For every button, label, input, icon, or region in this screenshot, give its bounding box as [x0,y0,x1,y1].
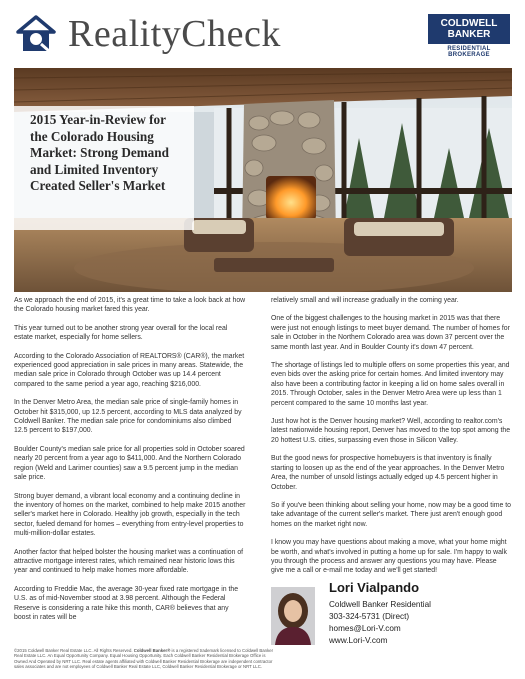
agent-company: Coldwell Banker Residential [329,600,431,609]
footer-text: is a registered trademark licensed to Coldwell Banker Real Estate LLC. An Equal Opportunity Company. Equal Housing Opportunity. Each Coldwell Banker Residential Brokerage Office is Owned And Operated by NRT LLC. Real estate agents affiliated with Coldwell Banker Residential Brokerage are independent contractor sales associates and are not employees of Coldwell Banker Real Estate LLC, Coldwell Banker Residential Brokerage or NRT LLC. [14,648,274,670]
headline: 2015 Year-in-Review for the Colorado Housing Market: Strong Demand and Limited Inventory Created Seller's Market [30,112,169,194]
paragraph: Strong buyer demand, a vibrant local economy and a continuing decline in the inventory of homes on the market, combined to help make 2015 another seller's market here in Colorado. Healthy job growth, especially in the tech sector, fueled demand for homes – everything from entry-level properties to multi-million-dollar estates. [14,492,246,538]
paragraph: I know you may have questions about making a move, what your home might be worth, and what's involved in putting a home up for sale. I'm happy to walk you through the process and answer any questions you may have. Please give me a call or e-mail me today and we'll get started! [271,539,507,575]
paragraph: This year turned out to be another strong year overall for the local real estate market, especially for home sellers. [14,324,228,342]
paragraph: As we approach the end of 2015, it's a great time to take a look back at how the Colorado housing market fared this year. [14,297,246,314]
paragraph: But the good news for prospective homebuyers is that inventory is finally starting to loosen up as the end of the year approaches. In the Denver Metro Area, the number of unsold listings actually edged up 4.5 percent higher in October. [271,455,505,491]
agent-photo [271,587,315,645]
agent-website[interactable]: www.Lori-V.com [329,636,388,645]
paragraph: Boulder County's median sale price for all properties sold in October soared nearly 20 percent from a year ago to $411,000. And the Northern Colorado region (Weld and Larimer counties) saw a 9.5 percent jump in the median sale price. [14,445,245,482]
agent-email[interactable]: homes@Lori-V.com [329,624,401,633]
house-magnifier-icon [16,14,62,54]
paragraph: Another factor that helped bolster the housing market was a continuation of attractive mortgage interest rates, which remained near historic lows this year and continued to help make homes more affordable. [14,548,244,575]
paragraph: Just how hot is the Denver housing market? Well, according to realtor.com's latest nationwide housing report, Denver has moved to the top spot among the 20 hottest U.S. cities, surpassing even those in Silicon Valley. [271,418,511,444]
left-column [14,296,246,631]
footer-disclaimer [14,648,280,670]
headline-box [14,106,194,230]
cb-logo-sub: RESIDENTIAL BROKERAGE [447,46,491,58]
coldwell-banker-logo [428,14,510,58]
paragraph: In the Denver Metro Area, the median sale price of single-family homes in October hit $315,000, up 12.5 percent, according to MLS data analyzed by Coldwell Banker. The median sale price for condominiums also climbed 12.5 percent to $197,000. [14,399,242,435]
paragraph: So if you've been thinking about selling your home, now may be a good time to take advantage of the current seller's market. There just aren't enough good homes on the market right now. [271,501,511,528]
cb-logo-line2: BANKER [447,29,491,40]
agent-contact [271,580,511,660]
cb-logo-line1: COLDWELL [440,18,498,29]
paragraph: According to Freddie Mac, the average 30-year fixed rate mortgage in the U.S. as of mid-November stood at 3.98 percent. Although the Federal Reserve is considering a rate hike this month, CAR® believes that any boost in rates will be [14,585,239,621]
agent-phone: 303-324-5731 (Direct) [329,612,410,621]
header [0,0,525,60]
paragraph: The shortage of listings led to multiple offers on some properties this year, and even bids over the asking price for certain homes. And limited inventory may also have been a contributing factor in keeping a lid on home sales overall in 2015. Through October, sales in the Denver Metro Area were up less than 1 percent compared to the same 10 months last year. [271,362,510,407]
agent-name: Lori Vialpando [329,580,420,595]
paragraph: According to the Colorado Association of REALTORS® (CAR®), the market experienced good appreciation in sale prices in many areas. Statewide, the median sale price in Colorado through October was up 14.4 percent compared to the same period a year ago, reaching $216,000. [14,352,245,388]
right-column [271,296,511,585]
brand-title: RealityCheck [68,13,281,55]
footer-lead: ©2015 Coldwell Banker Real Estate LLC. All Rights Reserved. [14,648,134,653]
paragraph: relatively small and will increase gradually in the coming year. [271,297,459,304]
footer-brand: Coldwell Banker® [133,648,171,653]
paragraph: One of the biggest challenges to the housing market in 2015 was that there were just not enough listings to meet buyer demand. The number of homes for sale in October in the Northern Colorado area was down 37 percent over the same month last year. And in Boulder County it's down 47 percent. [271,315,510,351]
